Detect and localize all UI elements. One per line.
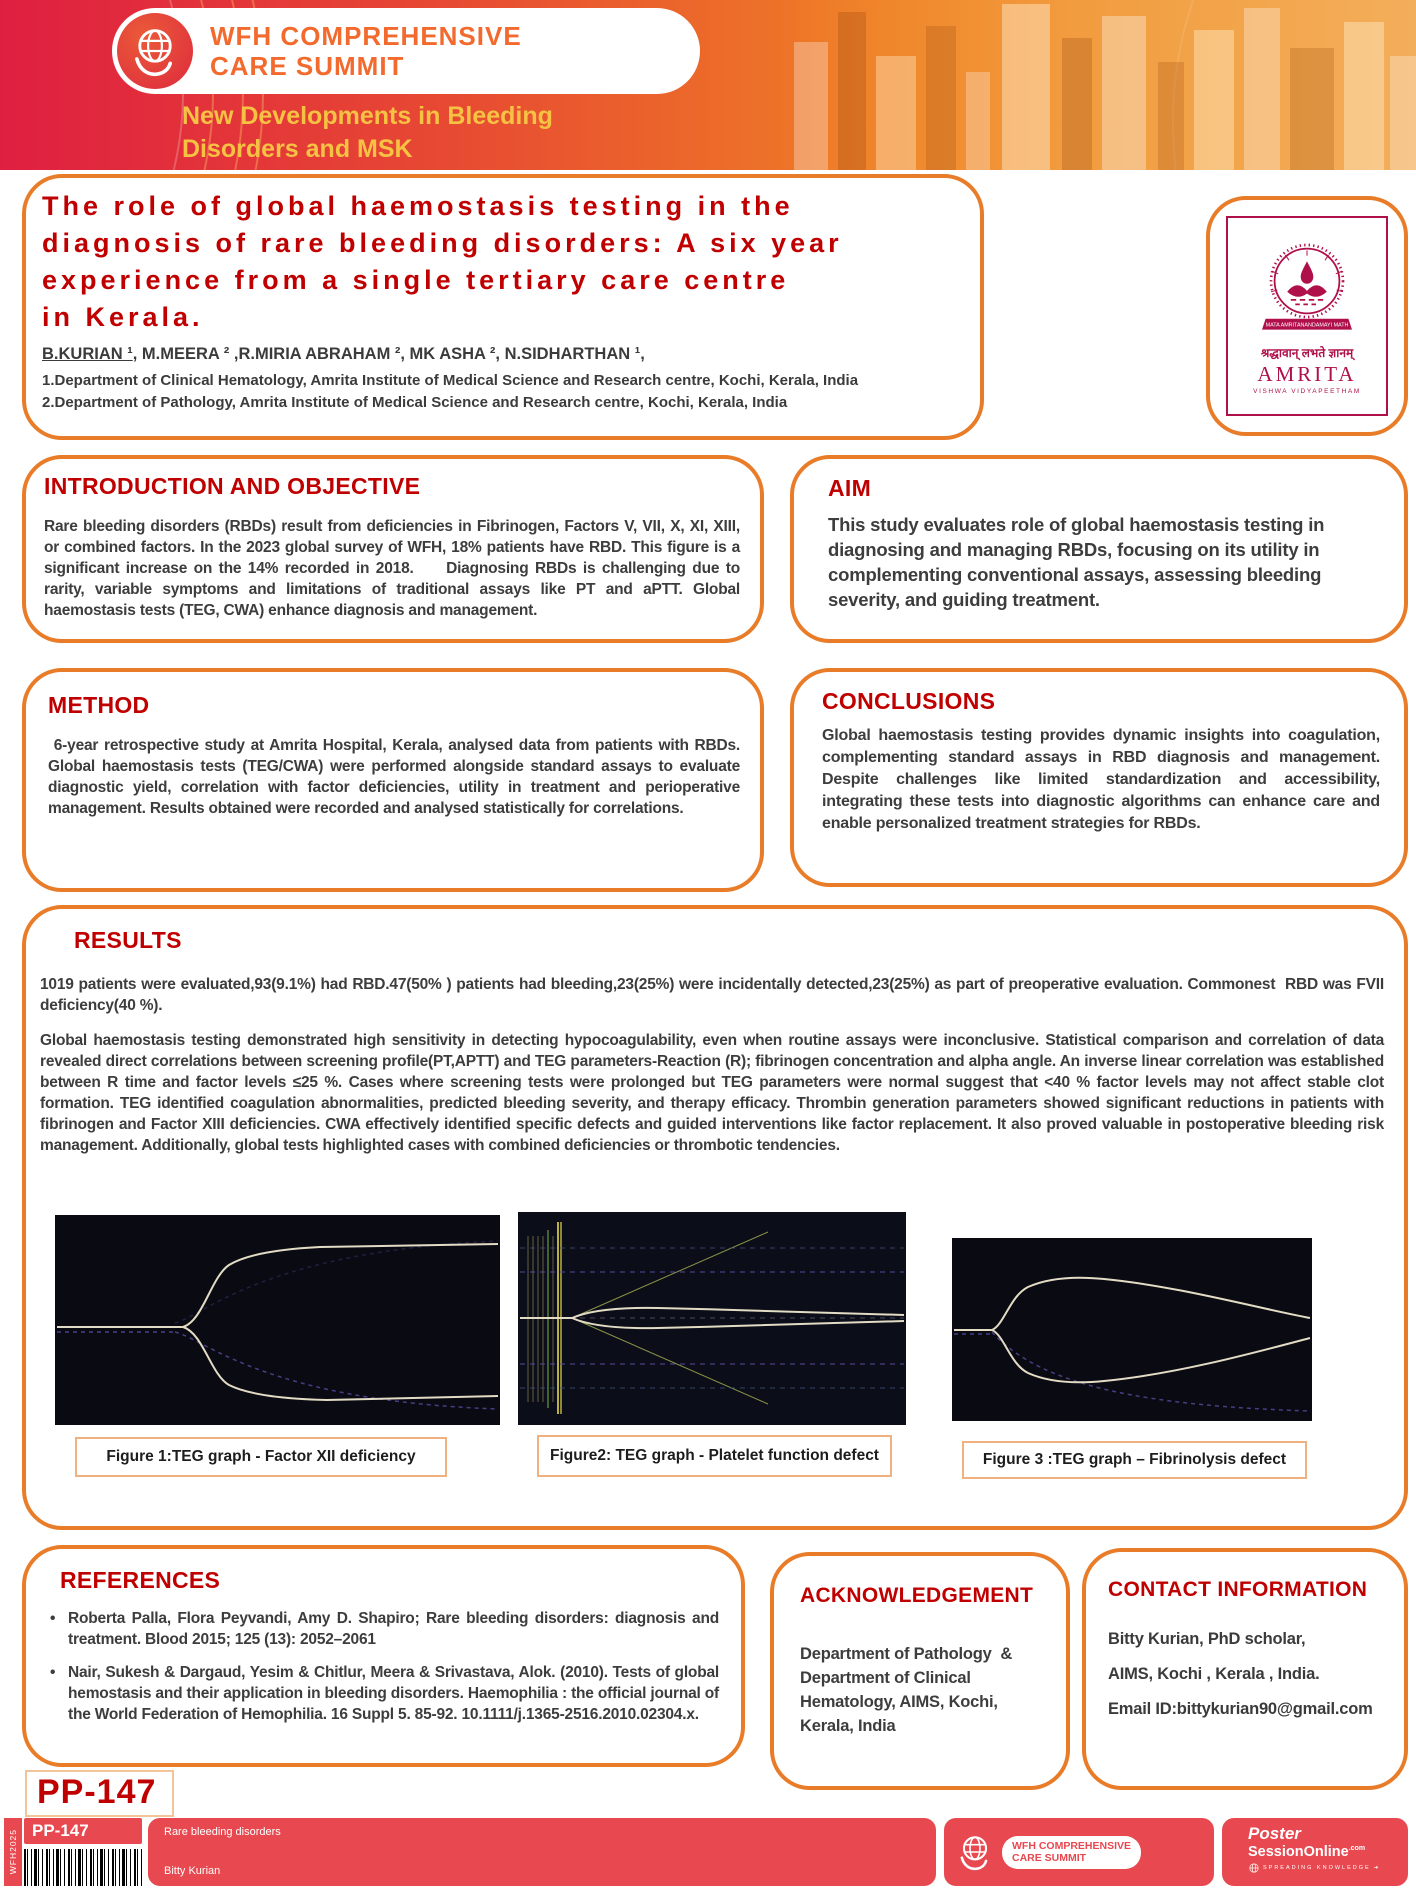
teg-graph-figure-3 (952, 1238, 1312, 1421)
poster-title-line: experience from a single tertiary care centre (42, 265, 790, 295)
summit-theme-line2: Disorders and MSK (182, 135, 413, 163)
teg-graph-figure-2 (518, 1212, 906, 1425)
footer-topic: Rare bleeding disorders (164, 1826, 281, 1838)
section-method (22, 668, 764, 892)
teg-graph-figure-1 (55, 1215, 500, 1425)
section-conclusions (790, 668, 1408, 887)
poster-title-line: The role of global haemostasis testing in the (42, 191, 794, 221)
affiliations (42, 370, 966, 414)
footer-wfh-line2: CARE SUMMIT (1012, 1852, 1087, 1864)
footer-poster-id: PP-147 (24, 1818, 142, 1844)
section-contact (1082, 1548, 1408, 1790)
conclusions-heading: CONCLUSIONS (822, 688, 996, 714)
footer-postersession-logo-box (1222, 1818, 1408, 1886)
title-block (22, 174, 984, 440)
figure-1-caption: Figure 1:TEG graph - Factor XII deficiency (75, 1437, 447, 1477)
footer-year-label: WFH2025 (8, 1829, 18, 1875)
amrita-wordmark: AMRITA (1257, 361, 1357, 386)
contact-address: AIMS, Kochi , Kerala , India. (1108, 1665, 1320, 1683)
contact-name: Bitty Kurian, PhD scholar, (1108, 1630, 1306, 1648)
contact-heading: CONTACT INFORMATION (1108, 1578, 1368, 1601)
poster-title-line: in Kerala. (42, 302, 204, 332)
references-heading: REFERENCES (60, 1567, 221, 1593)
pso-logo-tagline-row (1248, 1862, 1408, 1874)
summit-theme-line1: New Developments in Bleeding (182, 102, 553, 130)
amrita-tagline: VISHWA VIDYAPEETHAM (1253, 387, 1361, 395)
aim-heading: AIM (828, 475, 872, 501)
footer-wfh-logo-box (944, 1818, 1214, 1886)
conclusions-body: Global haemostasis testing provides dynamic insights into coagulation, complementing standard assays in RBD diagnosis and management. Despite challenges like limited standardization and accessibility, integrating these tests into diagnostic algorithms can enhance care and enable personalized treatment strategies for RBDs. (822, 727, 1385, 832)
aim-body: This study evaluates role of global haemostasis testing in diagnosing and managing RBDs, focusing on its utility in complementing conventional assays, assessing bleeding severity, and guiding treatment. (828, 514, 1330, 610)
results-paragraph-2: Global haemostasis testing demonstrated high sensitivity in detecting hypocoagulability, even when routine assays were inconclusive. Statistical comparison and correlation of data revealed direct correlations between screening profile(PT,APTT) and TEG parameters-Reaction (R); fibrinogen concentration and alpha angle. An inverse linear correlation was established between R time and factor levels ≤25 %. Cases where screening tests were prolonged but TEG parameters were normal suggest that <40 % factor levels may not affect stable clot formation. TEG identified coagulation abnormalities, predicted bleeding severity, and therapy efficacy. Thrombin generation parameters showed significant reductions in patients with fibrinogen and Factor XIII deficiencies. CWA effectively identified specific defects and guided interventions like factor replacement. It also proved valuable in postoperative bleeding risk management. Additionally, global tests highlighted cases with combined deficiencies or thrombotic tendencies. (40, 1032, 1389, 1154)
pso-tagline: SPREADING KNOWLEDGE (1263, 1864, 1371, 1871)
contact-email: Email ID:bittykurian90@gmail.com (1108, 1700, 1373, 1718)
author-first: B.KURIAN ¹ (42, 345, 133, 363)
footer-wfh-wordmark (1002, 1836, 1141, 1869)
acknowledgement-body: Department of Pathology & Department of Clinical Hematology, AIMS, Kochi, Kerala, India (800, 1645, 1017, 1735)
wfh-globe-hand-icon (117, 13, 193, 89)
reference-item-2: • Nair, Sukesh & Dargaud, Yesim & Chitlur, Meera & Srivastava, Alok. (2010). Tests of global hemostasis and their application in bleeding disorders. Haemophilia : the official journal of the World Federation of Hemophilia. 16 Suppl 5. 85-92. 10.1111/j.1365-2516.2010.02304.x. (48, 1662, 719, 1725)
method-body: 6-year retrospective study at Amrita Hospital, Kerala, analysed data from patients with RBDs. Global haemostasis tests (TEG/CWA) were performed alongside standard assays to evaluate diagnostic yield, correlation with factor deficiencies, utility in treatment and perioperative management. Results obtained were recorded and analysed statistically for correlations. (48, 737, 745, 817)
results-paragraph-1: 1019 patients were evaluated,93(9.1%) had RBD.47(50% ) patients had bleeding,23(25%) were incidentally detected,23(25%) as part of preoperative evaluation. Commonest RBD was FVII deficiency(40 %). (40, 976, 1389, 1014)
results-heading: RESULTS (74, 927, 182, 953)
pso-logo-com: .com (1348, 1845, 1366, 1852)
amrita-emblem (1253, 238, 1361, 342)
footer-wfh-line1: WFH COMPREHENSIVE (1012, 1839, 1132, 1852)
footer-year-strip (4, 1818, 22, 1886)
city-skyline-image (776, 0, 1416, 170)
poster-id-label: PP-147 (25, 1770, 174, 1817)
barcode (24, 1849, 142, 1886)
wfh-logo-line1: WFH COMPREHENSIVE (210, 21, 522, 51)
affiliation-2: 2.Department of Pathology, Amrita Institute of Medical Science and Research centre, Kochi, Kerala, India (42, 394, 788, 411)
wfh-globe-hand-icon-small (954, 1831, 996, 1873)
svg-text:MATA AMRITANANDAMAYI MATH: MATA AMRITANANDAMAYI MATH (1265, 321, 1349, 328)
footer-session-box (148, 1818, 936, 1886)
poster-title-line: diagnosis of rare bleeding disorders: A six year (42, 228, 843, 258)
section-aim (790, 455, 1408, 643)
section-acknowledgement (770, 1552, 1070, 1790)
authors-line (42, 345, 966, 364)
author-rest: , M.MEERA ² ,R.MIRIA ABRAHAM ², MK ASHA ², N.SIDHARTHAN ¹, (132, 345, 645, 363)
wfh-logo-line2: CARE SUMMIT (210, 51, 405, 81)
wfh-summit-logo (112, 8, 700, 94)
acknowledgement-heading: ACKNOWLEDGEMENT (800, 1584, 1034, 1607)
introduction-body: Rare bleeding disorders (RBDs) result from deficiencies in Fibrinogen, Factors V, VII, X, XI, XIII, or combined factors. In the 2023 global survey of WFH, 18% patients have RBD. This figure is a significant increase on the 14% recorded in 2018. Diagnosing RBDs is challenging due to rarity, variable symptoms and limitations of traditional assays like PT and aPTT. Global haemostasis tests (TEG, CWA) enhance diagnosis and management. (44, 518, 745, 619)
section-references (22, 1545, 745, 1767)
amrita-logo (1226, 216, 1388, 416)
section-introduction (22, 455, 764, 643)
method-heading: METHOD (48, 692, 150, 718)
pso-logo-line2: SessionOnline$^{.com}$ (1248, 1843, 1366, 1860)
affiliation-1: 1.Department of Clinical Hematology, Amrita Institute of Medical Science and Research centre, Kochi, Kerala, India (42, 372, 859, 389)
summit-theme (182, 100, 553, 166)
pso-globe-icon (1248, 1862, 1260, 1874)
introduction-heading: INTRODUCTION AND OBJECTIVE (44, 473, 421, 499)
figure-3-caption: Figure 3 :TEG graph – Fibrinolysis defect (962, 1441, 1307, 1479)
figure-2-caption: Figure2: TEG graph - Platelet function defect (537, 1435, 892, 1477)
pso-logo-line1: Poster (1248, 1824, 1301, 1843)
reference-item-1: • Roberta Palla, Flora Peyvandi, Amy D. Shapiro; Rare bleeding disorders: diagnosis and treatment. Blood 2015; 125 (13): 2052–2061 (48, 1608, 719, 1650)
amrita-logo-box (1206, 196, 1408, 436)
pso-arrow-icon: ➜ (1373, 1864, 1381, 1871)
footer-author: Bitty Kurian (164, 1865, 221, 1877)
amrita-sanskrit-motto: श्रद्धावान् लभते ज्ञानम् (1260, 345, 1354, 360)
header-banner (0, 0, 1416, 170)
